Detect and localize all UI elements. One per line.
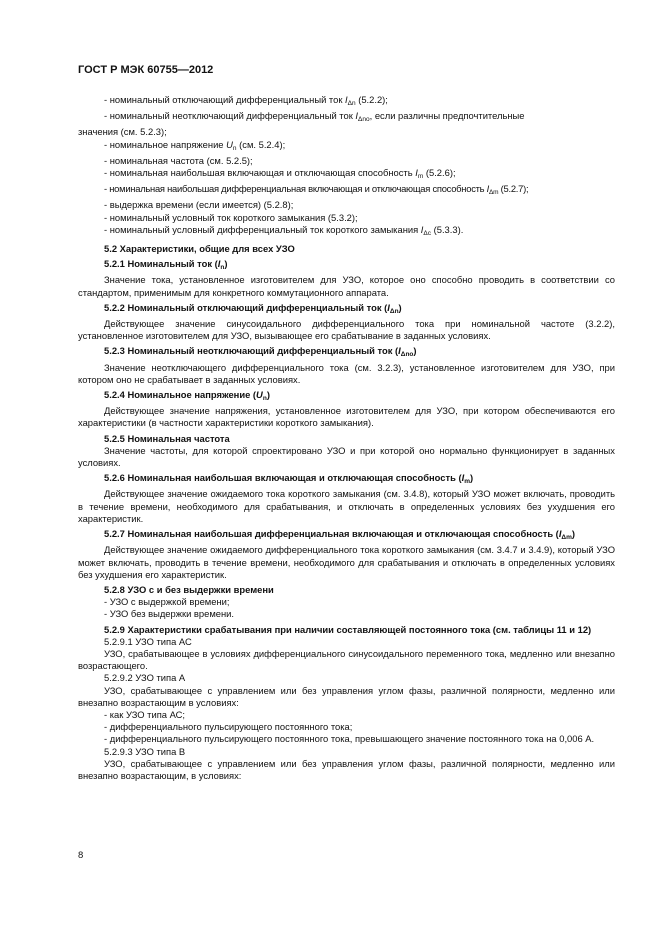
list-item: - УЗО без выдержки времени.	[104, 608, 235, 620]
list-item: - номинальная наибольшая дифференциальная включающая и отключающая способность $I_{\Delta m}$ (5.2.7);	[104, 183, 529, 197]
list-item: - номинальный неотключающий дифференциальный ток $I_{\Delta no}$, если различны предпочтительные	[104, 110, 525, 124]
paragraph-5-2-9-2: УЗО, срабатывающее с управлением или без управления углом фазы, различной полярности, медленно или внезапно возрастающим в условиях:	[78, 684, 615, 708]
list-item: - УЗО с выдержкой времени;	[104, 596, 230, 608]
paragraph-5-2-9-3: УЗО, срабатывающее с управлением или без управления углом фазы, различной полярности, медленно или внезапно возрастающим, в условиях:	[78, 757, 615, 781]
list-item-continuation: значения (см. 5.2.3);	[78, 126, 167, 138]
page-number: 8	[78, 850, 84, 861]
paragraph-5-2-6: Действующее значение ожидаемого тока короткого замыкания (см. 3.4.8), который УЗО может включать, проводить в течение времени, необходимого для срабатывания, и отключать в определенных условиях без ухудшения его характеристик.	[78, 488, 615, 524]
paragraph-5-2-2: Действующее значение синусоидального дифференциального тока при номинальной частоте (3.2.2), установленное изготовителем для УЗО, вызывающее его срабатывание в заданных условиях.	[78, 318, 615, 342]
paragraph-5-2-1: Значение тока, установленное изготовителем для УЗО, которое оно способно проводить в соответствии со стандартом, применимым для конкретного коммутационного аппарата.	[78, 274, 615, 298]
section-heading-5-2-2: 5.2.2 Номинальный отключающий дифференциальный ток $(I_{\Delta n})$	[104, 301, 402, 315]
section-heading-5-2-6: 5.2.6 Номинальная наибольшая включающая и отключающая способность $(I_m)$	[104, 472, 474, 486]
section-heading-5-2-1: 5.2.1 Номинальный ток $(I_n)$	[104, 258, 228, 272]
section-heading-5-2-3: 5.2.3 Номинальный неотключающий дифференциальный ток $(I_{\Delta no})$	[104, 345, 417, 359]
paragraph-5-2-5: Значение частоты, для которой спроектировано УЗО и при которой оно нормально функционирует в заданных условиях.	[78, 444, 615, 469]
document-header: ГОСТ Р МЭК 60755—2012	[78, 64, 214, 76]
paragraph-5-2-3: Значение неотключающего дифференциального тока (см. 3.2.3), установленное изготовителем для УЗО, при котором оно не срабатывает в заданных условиях.	[78, 361, 615, 385]
paragraph-5-2-9-1: УЗО, срабатывающее в условиях дифференциального синусоидального переменного тока, медленно или внезапно возрастающего.	[78, 647, 615, 672]
list-item: - номинальная частота (см. 5.2.5);	[104, 154, 253, 166]
section-heading-5-2-7: 5.2.7 Номинальная наибольшая дифференциальная включающая и отключающая способность $(I_{\Delta m})$	[104, 528, 575, 542]
list-item: - номинальный отключающий дифференциальный ток $I_{\Delta n}$ (5.2.2);	[104, 94, 388, 107]
list-item: - дифференциального пульсирующего постоянного тока, превышающего значение постоянного тока на 0,006 А.	[104, 733, 595, 745]
section-heading-5-2-4: 5.2.4 Номинальное напряжение $(U_n)$	[104, 389, 270, 403]
list-item: - дифференциального пульсирующего постоянного тока;	[104, 721, 353, 733]
section-heading-5-2-9-3: 5.2.9.3 УЗО типа В	[104, 745, 186, 757]
section-heading-5-2-9: 5.2.9 Характеристики срабатывания при наличии составляющей постоянного тока (см. таблицы 11 и 12)	[104, 623, 592, 635]
list-item: - выдержка времени (если имеется) (5.2.8);	[104, 199, 294, 211]
section-heading-5-2-9-1: 5.2.9.1 УЗО типа АС	[104, 635, 192, 647]
section-heading-5-2-9-2: 5.2.9.2 УЗО типа А	[104, 672, 186, 684]
paragraph-5-2-4: Действующее значение напряжения, установленное изготовителем для УЗО, при котором обеспечиваются его характеристики (в частности характеристики короткого замыкания).	[78, 405, 615, 429]
list-item: - номинальный условный ток короткого замыкания (5.3.2);	[104, 211, 358, 223]
document-body	[78, 94, 615, 782]
section-heading-5-2-8: 5.2.8 УЗО с и без выдержки времени	[104, 583, 274, 595]
section-heading-5-2-5: 5.2.5 Номинальная частота	[104, 432, 230, 444]
list-item: - номинальная наибольшая включающая и отключающая способность $I_m$ (5.2.6);	[104, 167, 456, 181]
paragraph-5-2-7: Действующее значение ожидаемого дифференциального тока короткого замыкания (см. 3.4.7 и 3.4.9), который УЗО может включать, проводить в течение времени, необходимого для срабатывания и отключать в определенных условиях без ухудшения его характеристик.	[78, 544, 615, 580]
list-item: - как УЗО типа АС;	[104, 708, 186, 720]
list-item: - номинальное напряжение $U_n$ (см. 5.2.4);	[104, 138, 286, 152]
section-heading-5-2: 5.2 Характеристики, общие для всех УЗО	[104, 243, 295, 255]
list-item: - номинальный условный дифференциальный ток короткого замыкания $I_{\Delta c}$ (5.3.3).	[104, 223, 464, 237]
